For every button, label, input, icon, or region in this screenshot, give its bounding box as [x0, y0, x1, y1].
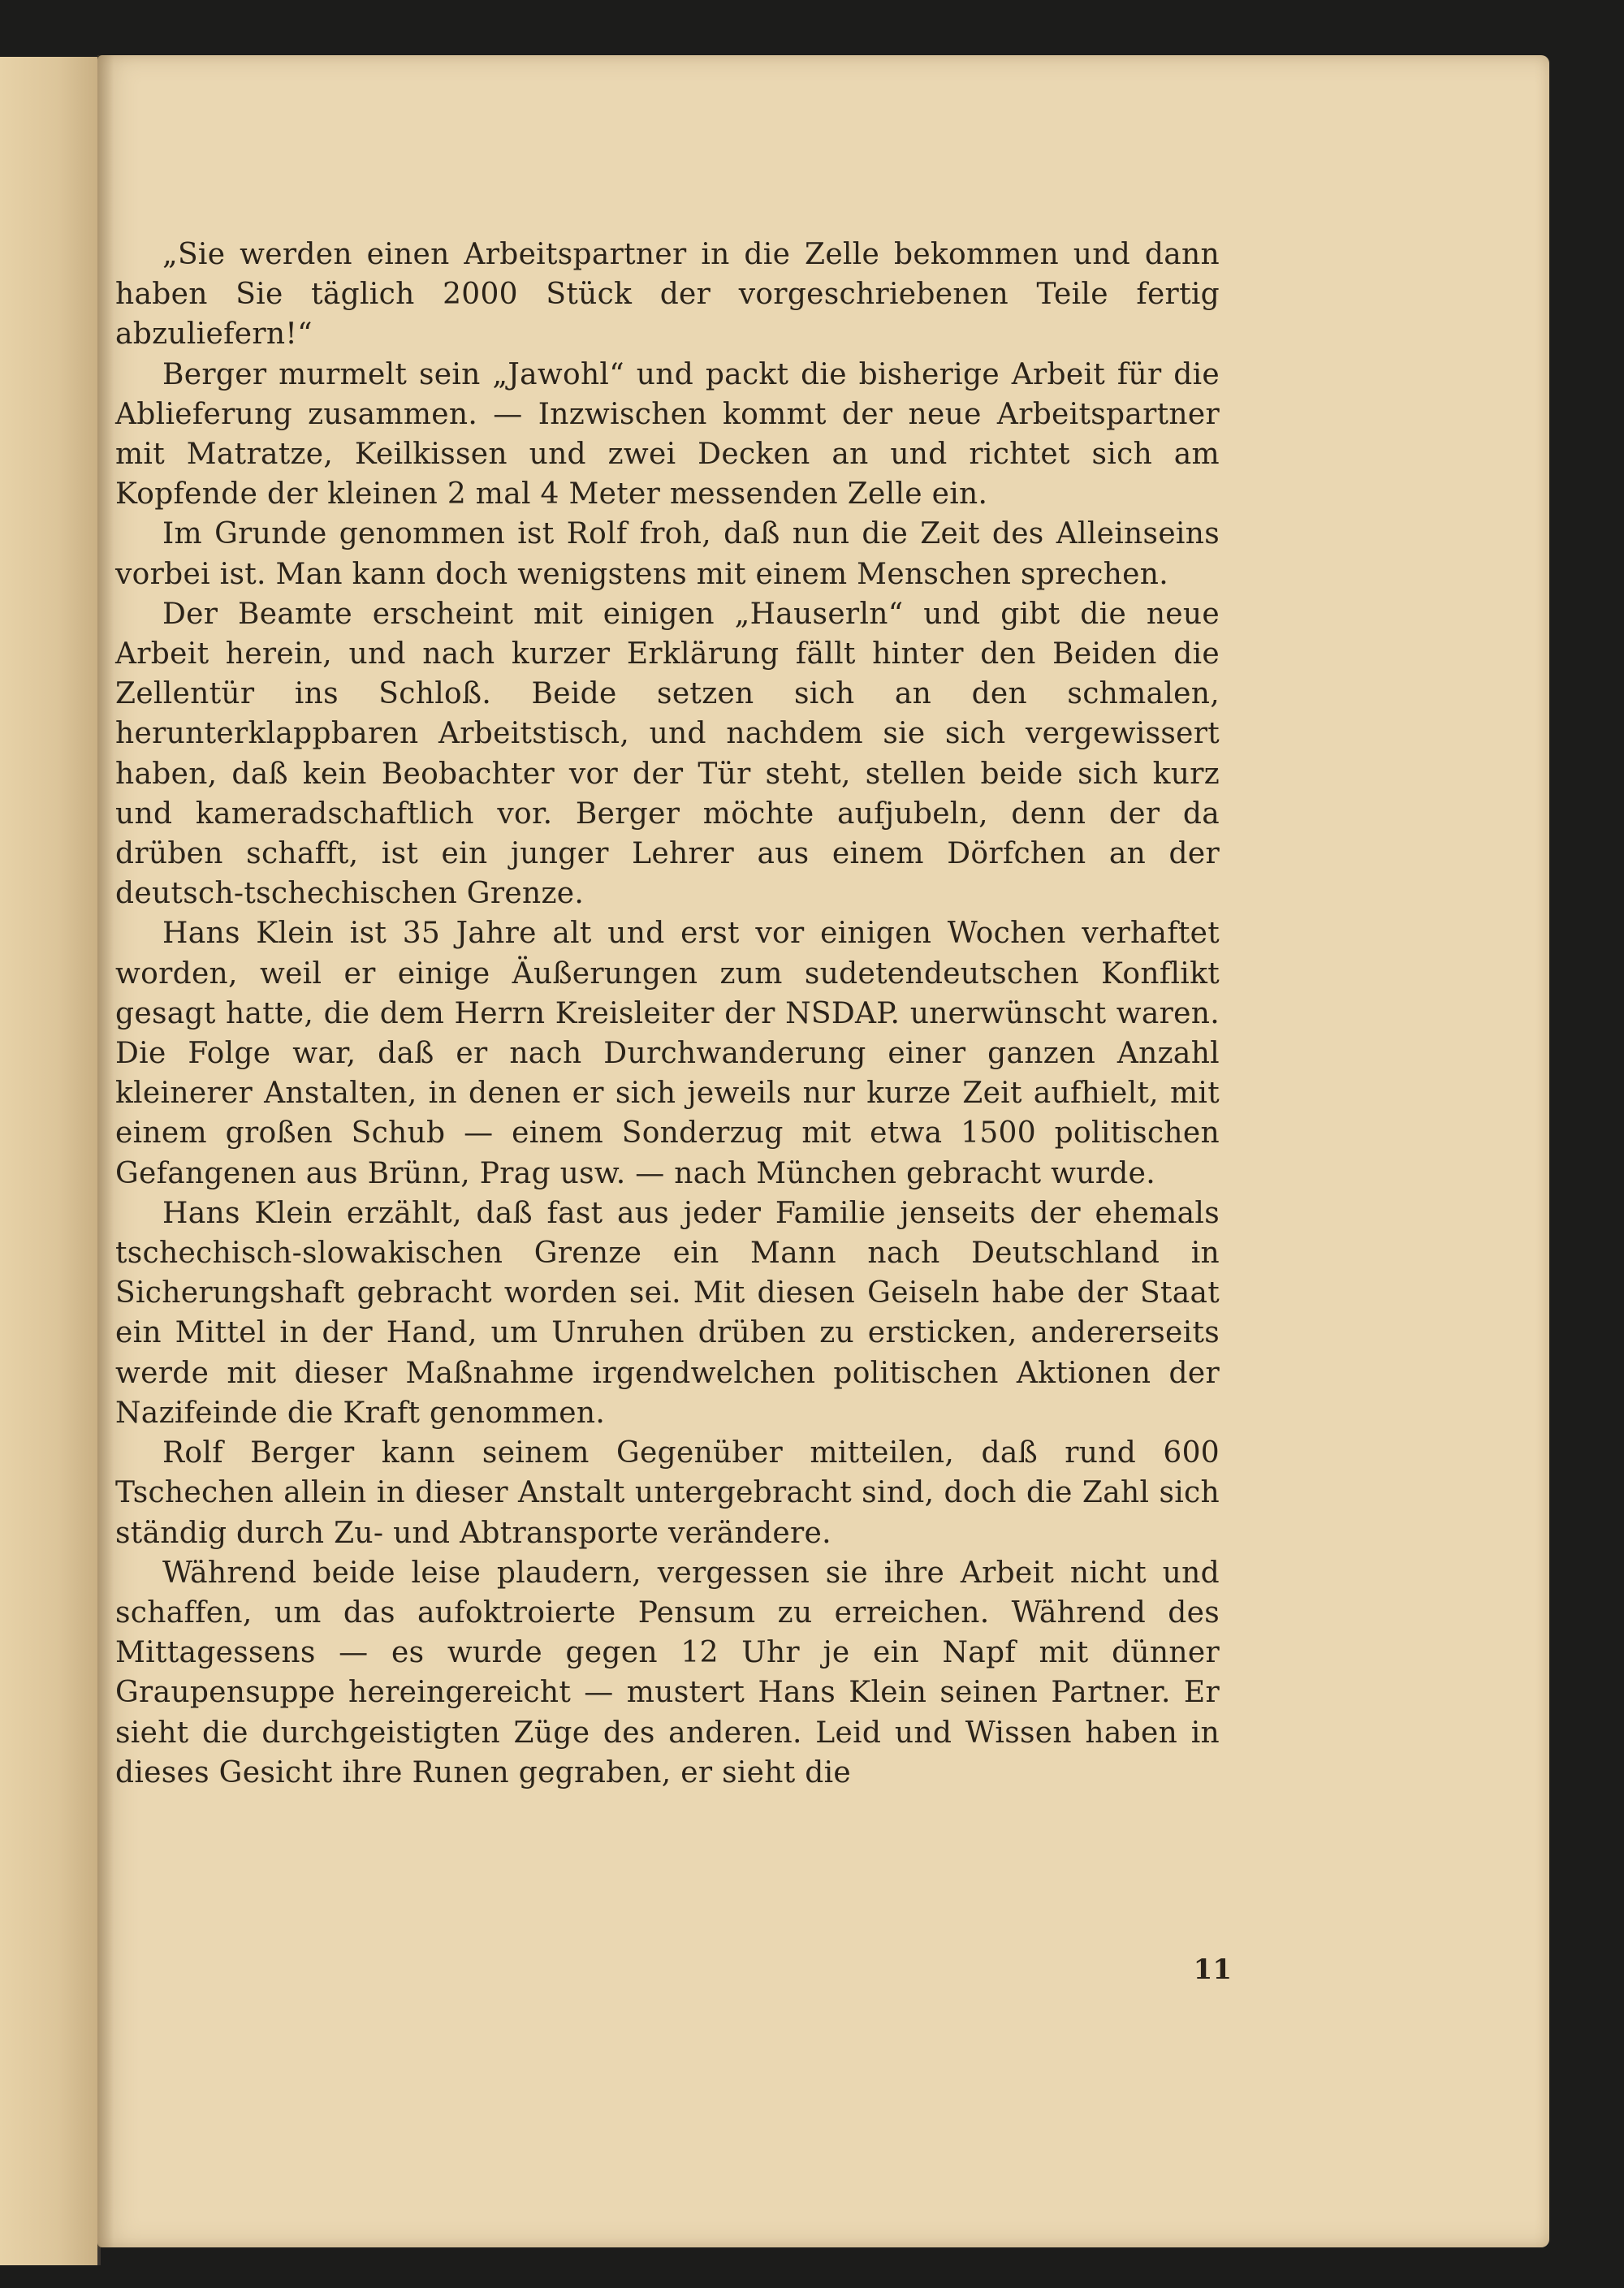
- paragraph-2: Berger murmelt sein „Jawohl“ und packt die bisherige Arbeit für die Ablieferung zusammen. — Inzwischen kommt der neue Arbeitspartner mit Matratze, Keilkissen und zwei Decken an und richtet sich am Kopfende der kleinen 2 mal 4 Meter messenden Zelle ein.: [115, 357, 1220, 512]
- paragraph-4: Der Beamte erscheint mit einigen „Hauserln“ und gibt die neue Arbeit herein, und nach kurzer Erklärung fällt hinter den Beiden die Zellentür ins Schloß. Beide setzen sich an den schmalen, herunterklappbaren Arbeitstisch, und nachdem sie sich vergewissert haben, daß kein Beobachter vor der Tür steht, stellen beide sich kurz und kameradschaftlich vor. Berger möchte aufjubeln, denn der da drüben schafft, ist ein junger Lehrer aus einem Dörfchen an der deutsch-tschechischen Grenze.: [115, 597, 1220, 911]
- previous-page-edge: [0, 57, 101, 2265]
- page-number: 11: [1193, 1953, 1232, 1986]
- paragraph-1: „Sie werden einen Arbeitspartner in die Zelle bekommen und dann haben Sie täglich 2000 Stück der vorgeschriebenen Teile fertig abzuliefern!“: [115, 238, 1220, 352]
- paragraph-5: Hans Klein ist 35 Jahre alt und erst vor einigen Wochen verhaftet worden, weil er einige Äußerungen zum sudetendeutschen Konflikt gesagt hatte, die dem Herrn Kreisleiter der NSDAP. unerwünscht waren. Die Folge war, daß er nach Durchwanderung einer ganzen Anzahl kleinerer Anstalten, in denen er sich jeweils nur kurze Zeit aufhielt, mit einem großen Schub — einem Sonderzug mit etwa 1500 politischen Gefangenen aus Brünn, Prag usw. — nach München gebracht wurde.: [115, 917, 1220, 1190]
- paragraph-6: Hans Klein erzählt, daß fast aus jeder Familie jenseits der ehemals tschechisch-slowakischen Grenze ein Mann nach Deutschland in Sicherungshaft gebracht worden sei. Mit diesen Geiseln habe der Staat ein Mittel in der Hand, um Unruhen drüben zu ersticken, andererseits werde mit dieser Maßnahme irgendwelchen politischen Aktionen der Nazifeinde die Kraft genommen.: [115, 1196, 1220, 1430]
- paragraph-3: Im Grunde genommen ist Rolf froh, daß nun die Zeit des Alleinseins vorbei ist. Man kann doch wenigstens mit einem Menschen sprechen.: [115, 517, 1220, 591]
- paragraph-8: Während beide leise plaudern, vergessen sie ihre Arbeit nicht und schaffen, um das aufoktroierte Pensum zu erreichen. Während des Mittagessens — es wurde gegen 12 Uhr je ein Napf mit dünner Graupensuppe hereingereicht — mustert Hans Klein seinen Partner. Er sieht die durchgeistigten Züge des anderen. Leid und Wissen haben in dieses Gesicht ihre Runen gegraben, er sieht die: [115, 1556, 1220, 1789]
- body-text: [115, 235, 1220, 1793]
- paragraph-7: Rolf Berger kann seinem Gegenüber mitteilen, daß rund 600 Tschechen allein in dieser Anstalt untergebracht sind, doch die Zahl sich ständig durch Zu- und Abtransporte verändere.: [115, 1436, 1220, 1550]
- binding-gutter: [97, 55, 114, 2247]
